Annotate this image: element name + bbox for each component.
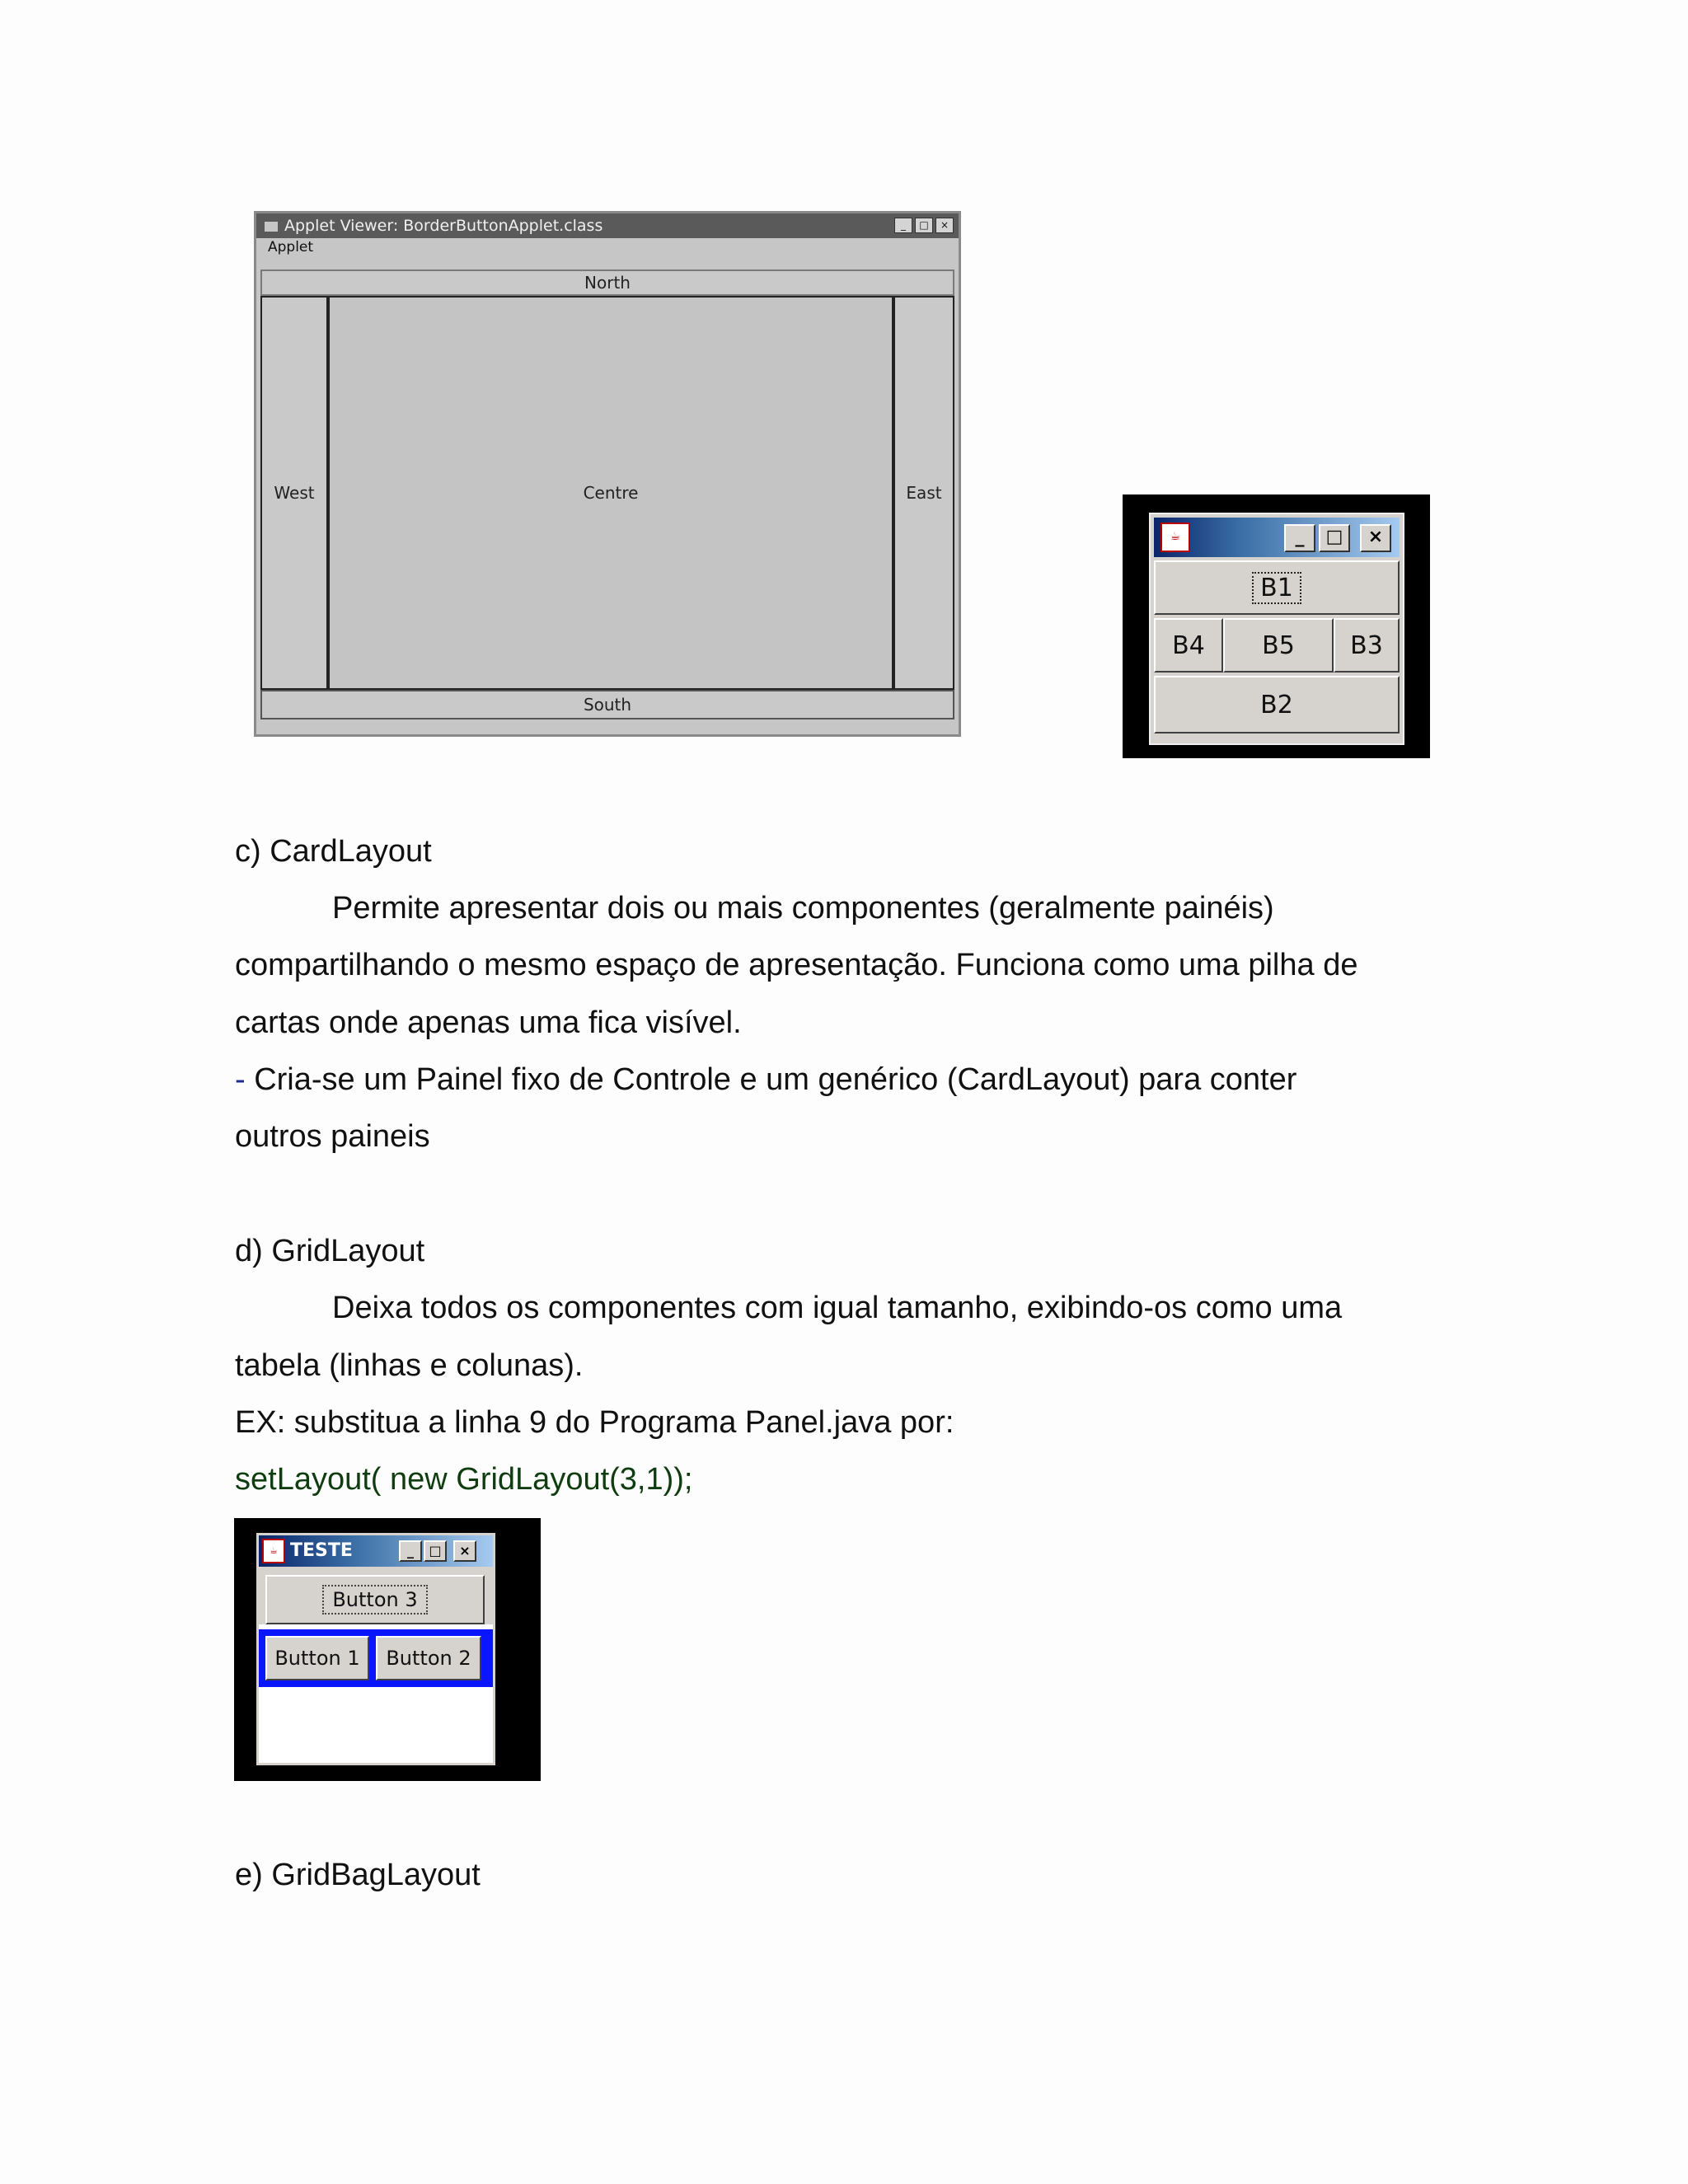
maximize-button[interactable]: □ [915,218,933,233]
section-c-heading: c) CardLayout [235,834,432,869]
teste-frame [256,1533,495,1765]
bullet-dash: - [235,1062,246,1097]
swing-frame [1149,513,1404,745]
section-c-paragraph-line: cartas onde apenas uma fica visível. [235,1005,742,1040]
b5-button[interactable]: B5 [1223,618,1334,673]
b2-button[interactable]: B2 [1154,676,1400,733]
window-title: TESTE [290,1540,353,1561]
b4-button[interactable]: B4 [1154,618,1223,673]
south-button[interactable]: South [260,690,954,719]
system-menu-icon[interactable] [265,222,278,232]
swing-grid-window-screenshot [234,1518,541,1781]
section-c-paragraph-line: compartilhando o mesmo espaço de apresentação. Funciona como uma pilha de [235,948,1358,982]
java-cup-icon: ☕ [1160,523,1190,552]
applet-viewer-window [254,211,961,737]
centre-button[interactable]: Centre [328,296,893,690]
minimize-button[interactable]: _ [399,1540,422,1562]
section-e-heading: e) GridBagLayout [235,1858,481,1892]
button-3-label: Button 3 [322,1585,427,1615]
button-1[interactable]: Button 1 [265,1636,369,1680]
b1-button[interactable] [1154,560,1400,615]
bullet-text: Cria-se um Painel fixo de Controle e um genérico (CardLayout) para conter [245,1062,1297,1097]
close-button[interactable]: × [1360,524,1391,552]
applet-title-bar [256,213,959,238]
maximize-button[interactable]: □ [1319,524,1350,552]
minimize-button[interactable]: _ [894,218,912,233]
east-button[interactable]: East [893,296,954,690]
b1-label: B1 [1252,572,1301,604]
swing-title-bar [1154,518,1400,557]
teste-title-bar [259,1535,493,1567]
maximize-button[interactable]: □ [424,1540,447,1562]
section-c-bullet [235,1061,1296,1099]
section-d-paragraph-line: Deixa todos os componentes com igual tamanho, exibindo-os como uma [332,1291,1343,1325]
applet-menu[interactable]: Applet [268,239,314,255]
section-d-heading: d) GridLayout [235,1234,425,1268]
java-cup-icon: ☕ [262,1539,285,1563]
west-button[interactable]: West [260,296,328,690]
blue-panel [259,1629,493,1687]
section-d-example: EX: substitua a linha 9 do Programa Panel.java por: [235,1405,954,1440]
section-c-paragraph-line: Permite apresentar dois ou mais componentes (geralmente painéis) [332,891,1274,926]
section-d-paragraph-line: tabela (linhas e colunas). [235,1348,584,1383]
close-button[interactable]: × [453,1540,476,1562]
swing-border-window-screenshot [1123,494,1430,758]
section-c-bullet-continuation: outros paineis [235,1119,430,1154]
b3-button[interactable]: B3 [1334,618,1400,673]
code-snippet: setLayout( new GridLayout(3,1)); [235,1462,693,1497]
button-3[interactable] [265,1575,485,1624]
minimize-button[interactable]: _ [1284,524,1315,552]
close-button[interactable]: × [935,218,954,233]
north-button[interactable]: North [260,269,954,296]
button-2[interactable]: Button 2 [376,1636,481,1680]
applet-title: Applet Viewer: BorderButtonApplet.class [284,217,603,235]
